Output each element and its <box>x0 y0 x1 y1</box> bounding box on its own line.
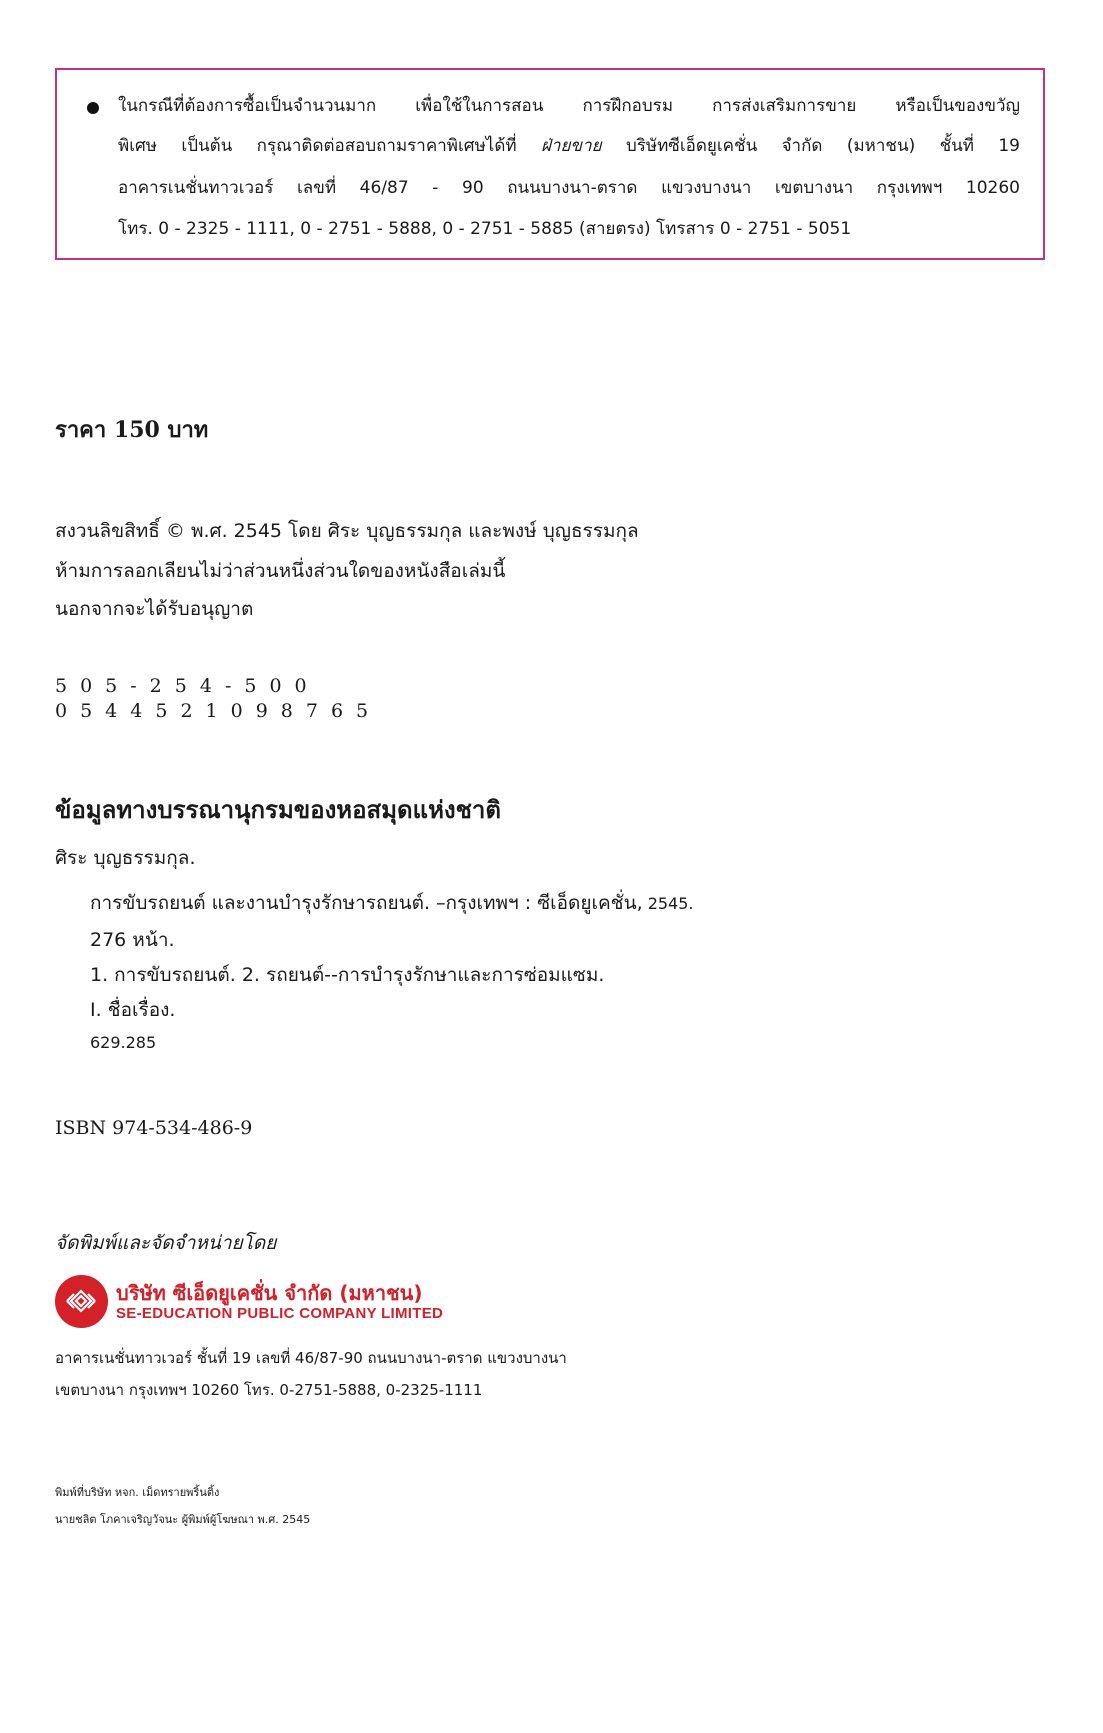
notice-line-4: โทร. 0 - 2325 - 1111, 0 - 2751 - 5888, 0 - 2751 - 5885 (สายตรง) โทรสาร 0 - 2751 - 5051 <box>118 219 852 239</box>
catalog-title-line <box>90 888 694 918</box>
bullet-icon <box>87 102 99 114</box>
code-line-2: 0544521098765 <box>55 700 382 722</box>
catalog-title-entry: I. ชื่อเรื่อง. <box>90 999 176 1021</box>
catalog-heading: ข้อมูลทางบรรณานุกรมของหอสมุดแห่งชาติ <box>55 795 501 824</box>
code-line-1: 505-254-500 <box>55 675 320 697</box>
notice-line-2 <box>118 135 1020 157</box>
company-name-english: SE-EDUCATION PUBLIC COMPANY LIMITED <box>116 1305 444 1322</box>
notice-line-3: อาคารเนชั่นทาวเวอร์ เลขที่ 46/87 - 90 ถนนบางนา-ตราด แขวงบางนา เขตบางนา กรุงเทพฯ 10260 <box>118 178 1020 198</box>
notice-line-1: ในกรณีที่ต้องการซื้อเป็นจำนวนมาก เพื่อใช้ในการสอน การฝึกอบรม การส่งเสริมการขาย หรือเป็นของขวัญ <box>118 96 1020 116</box>
notice-sales-department: ฝ่ายขาย <box>540 136 602 156</box>
catalog-year: 2545. <box>642 894 694 913</box>
company-address-line-1: อาคารเนชั่นทาวเวอร์ ชั้นที่ 19 เลขที่ 46/87-90 ถนนบางนา-ตราด แขวงบางนา <box>55 1349 567 1367</box>
catalog-author: ศิระ บุญธรรมกุล. <box>55 847 196 869</box>
book-price: ราคา 150 บาท <box>55 417 209 443</box>
se-ed-logo <box>55 1275 108 1328</box>
catalog-subjects: 1. การขับรถยนต์. 2. รถยนต์--การบำรุงรักษาและการซ่อมแซม. <box>90 964 605 986</box>
printer-line-1: พิมพ์ที่บริษัท หจก. เม็ดทรายพริ้นติ้ง <box>55 1486 220 1499</box>
notice-line-2-part-2: บริษัทซีเอ็ดยูเคชั่น จำกัด (มหาชน) ชั้นที่ 19 <box>601 136 1020 156</box>
catalog-pages: 276 หน้า. <box>90 929 175 951</box>
company-name-thai: บริษัท ซีเอ็ดยูเคชั่น จำกัด (มหาชน) <box>116 1281 423 1305</box>
catalog-classification: 629.285 <box>90 1033 157 1052</box>
company-address-line-2: เขตบางนา กรุงเทพฯ 10260 โทร. 0-2751-5888, 0-2325-1111 <box>55 1381 483 1399</box>
copyright-line-3: นอกจากจะได้รับอนุญาต <box>55 598 254 620</box>
copyright-line-2: ห้ามการลอกเลียนไม่ว่าส่วนหนึ่งส่วนใดของหนังสือเล่มนี้ <box>55 560 506 582</box>
catalog-title: การขับรถยนต์ และงานบำรุงรักษารถยนต์. –กรุงเทพฯ : ซีเอ็ดยูเคชั่น, <box>90 892 643 914</box>
distributor-label: จัดพิมพ์และจัดจำหน่ายโดย <box>55 1232 277 1254</box>
copyright-line-1: สงวนลิขสิทธิ์ © พ.ศ. 2545 โดย ศิระ บุญธรรมกุล และพงษ์ บุญธรรมกุล <box>55 520 639 542</box>
printer-line-2: นายชลิต โภคาเจริญวัจนะ ผู้พิมพ์ผู้โฆษณา พ.ศ. 2545 <box>55 1513 311 1526</box>
isbn: ISBN 974-534-486-9 <box>55 1117 253 1139</box>
se-ed-logo-icon <box>55 1275 108 1328</box>
notice-line-2-part-1: พิเศษ เป็นต้น กรุณาติดต่อสอบถามราคาพิเศษได้ที่ <box>118 136 541 156</box>
